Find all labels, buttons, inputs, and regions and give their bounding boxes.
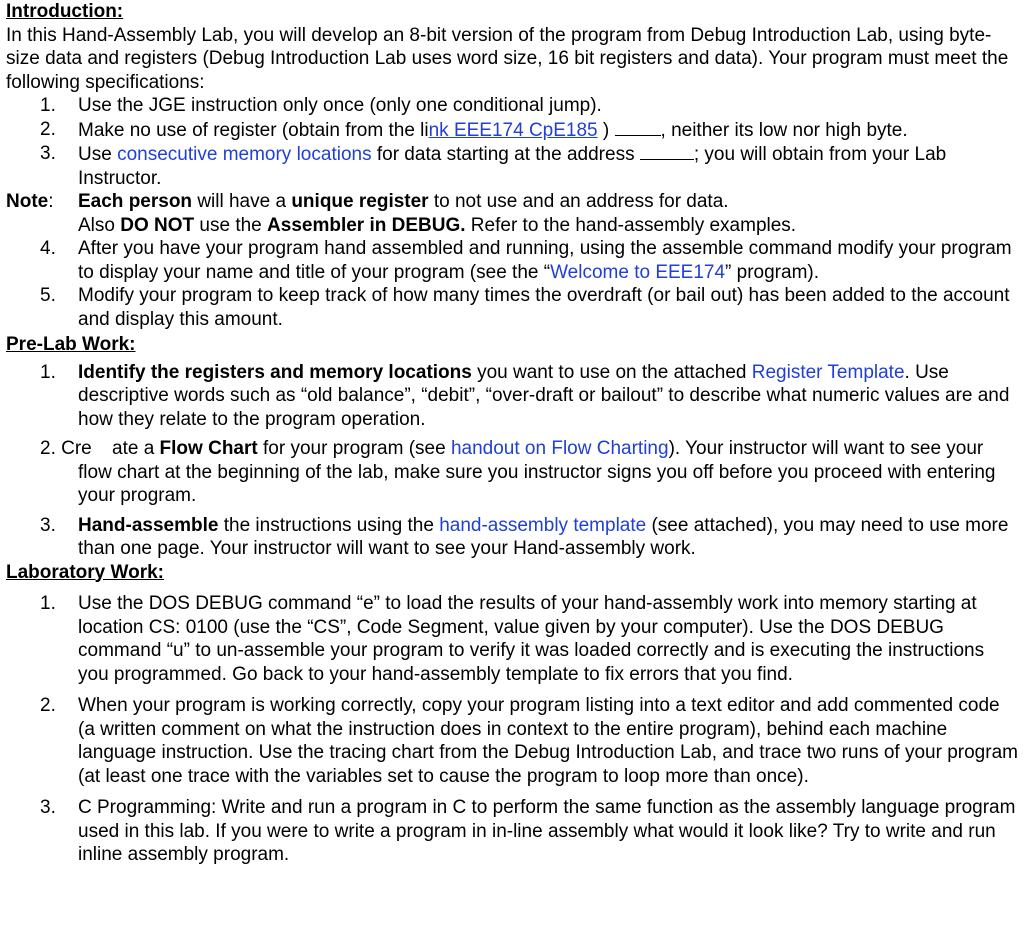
prelab-item-2: 2. Cre ate a Flow Chart for your program (see handout on Flow Charting). Your instructor will want to see your flow chart at the beginning of the lab, make sure you instructor signs you off before you proceed with entering your program. bbox=[40, 438, 996, 506]
list-number: 1. bbox=[40, 361, 56, 383]
hand-assembly-template-link[interactable]: hand-assembly template bbox=[439, 514, 647, 536]
flow-charting-handout-link[interactable]: handout on Flow Charting bbox=[450, 438, 669, 459]
spec-text-mid: ) bbox=[597, 119, 610, 141]
spec-text-end: ; you will obtain from your Lab Instructor. bbox=[78, 144, 947, 189]
introduction-heading: Introduction: bbox=[6, 1, 124, 22]
spec-text: Use the JGE instruction only once (only one conditional jump). bbox=[78, 95, 602, 116]
list-number: 2. bbox=[40, 118, 56, 140]
spec-text-end: ” program). bbox=[725, 261, 820, 283]
spec-item-3 bbox=[6, 142, 1018, 190]
lab-text: C Programming: Write and run a program in C to perform the same function as the assembly language program used in this lab. If you were to write a program in in-line assembly what would it look like? Try to write and run inline assembly program. bbox=[78, 797, 1016, 865]
list-number: 5. bbox=[40, 285, 56, 306]
introduction-paragraph: In this Hand-Assembly Lab, you will develop an 8-bit version of the program from Debug Introduction Lab, using byte-size data and registers (Debug Introduction Lab uses word size, 16 bit registers and data). Your program must meet the following specifications: bbox=[6, 24, 1009, 93]
note-line-2: Also DO NOT use the Assembler in DEBUG. Refer to the hand-assembly examples. bbox=[78, 214, 797, 236]
spec-text-start: After you have your program hand assembled and running, using the assemble command modify your program to display your name and title of your program (see the “ bbox=[78, 238, 1012, 283]
list-number: 1. bbox=[40, 593, 56, 614]
spec-text-mid: for data starting at the address bbox=[371, 144, 640, 165]
spec-text-start: Make no use of register (obtain from the li bbox=[78, 119, 429, 141]
spec-item-1 bbox=[6, 94, 1018, 118]
register-blank bbox=[615, 118, 661, 136]
spec-item-5 bbox=[6, 284, 1018, 331]
list-number: 3. bbox=[40, 514, 56, 536]
lab-item-2 bbox=[6, 694, 1018, 788]
lab-text: When your program is working correctly, copy your program listing into a text editor and add commented code (a written comment on what the instruction does in context to the entire program), behind each machine language instruction. Use the tracing chart from the Debug Introduction Lab, and trace two runs of your program (at least one trace with the variables set to cause the program to loop more than once). bbox=[78, 695, 1018, 787]
prelab-heading: Pre-Lab Work: bbox=[6, 334, 136, 355]
prelab-item-3: 3. Hand-assemble the instructions using the hand-assembly template (see attached), you may need to use more than one page. Your instructor will want to see your Hand-assembly work. bbox=[40, 514, 1009, 559]
address-blank bbox=[640, 142, 694, 160]
document-page bbox=[6, 0, 1018, 867]
lab-text: Use the DOS DEBUG command “e” to load the results of your hand-assembly work into memory starting at location CS: 0100 (use the “CS”, Code Segment, value given by your computer). Use the DOS DEBUG command “u” to un-assemble your program to verify it was loaded correctly and is executing the instructions you programmed. Go back to your hand-assembly template to fix errors that you find. bbox=[78, 593, 985, 685]
prelab-bold: Identify the registers and memory locations bbox=[78, 361, 472, 383]
lab-item-3 bbox=[6, 796, 1018, 867]
spec-text-end: , neither its low nor high byte. bbox=[660, 119, 908, 141]
note-label: Note: bbox=[6, 191, 54, 212]
lab-item-1 bbox=[6, 592, 1018, 686]
note-line-1: Each person will have a unique register to not use and an address for data. bbox=[78, 191, 729, 212]
spec-item-4 bbox=[6, 237, 1018, 284]
list-number: 3. bbox=[40, 143, 56, 164]
prelab-item-1: 1. Identify the registers and memory locations you want to use on the attached Register Template. Use descriptive words such as “old balance”, “debit”, “over-draft or bailout” to describe what numeric values are and how they relate to the program operation. bbox=[40, 361, 1010, 430]
list-number: 2. bbox=[40, 695, 56, 716]
list-number: 3. bbox=[40, 797, 56, 818]
spec-text: Modify your program to keep track of how many times the overdraft (or bail out) has been added to the account and display this amount. bbox=[78, 285, 1010, 330]
consecutive-memory-link[interactable]: consecutive memory locations bbox=[117, 144, 372, 165]
list-number: 4. bbox=[40, 238, 56, 259]
eee174-cpe185-link[interactable]: nk EEE174 CpE185 bbox=[428, 119, 598, 141]
spec-text-start: Use bbox=[78, 144, 118, 165]
note-block bbox=[6, 190, 1018, 237]
list-number: 1. bbox=[40, 95, 56, 116]
register-template-link[interactable]: Register Template bbox=[751, 361, 905, 383]
list-number: 2. Cre bbox=[40, 438, 92, 459]
spec-item-2 bbox=[6, 118, 1018, 143]
welcome-eee174-link[interactable]: Welcome to EEE174 bbox=[550, 261, 726, 283]
laboratory-heading: Laboratory Work: bbox=[6, 561, 165, 583]
